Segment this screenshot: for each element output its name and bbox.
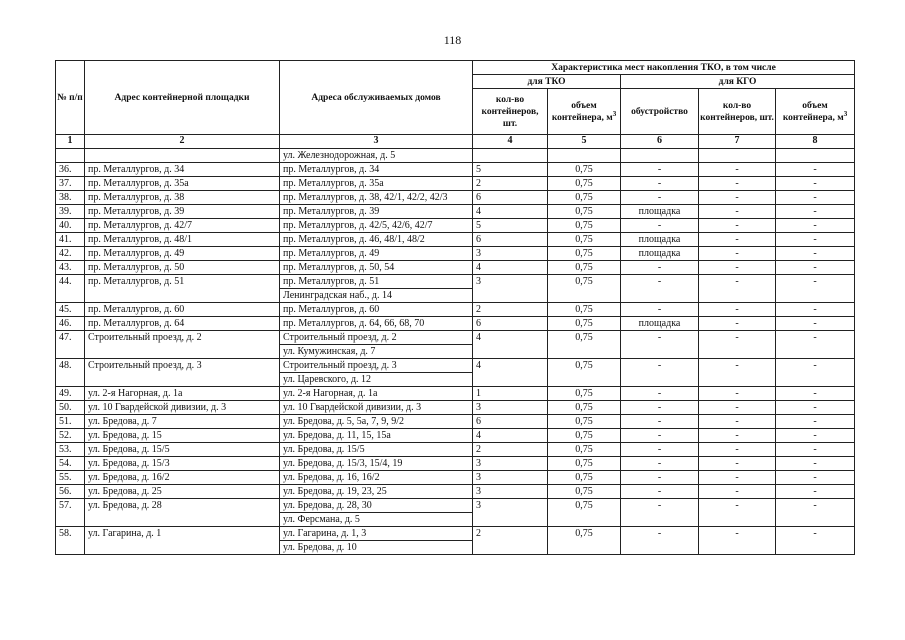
header-tko: для ТКО [473,75,621,89]
table-body [56,135,855,555]
cell-volume: 0,75 [548,527,621,555]
column-number: 5 [548,135,621,149]
cell-houses [280,415,473,429]
cell-device: - [621,429,699,443]
cell-device: площадка [621,317,699,331]
table-row [56,415,855,429]
cell-device: - [621,485,699,499]
cell-num: 52. [56,429,85,443]
header-tko-count: кол-во контейнеров, шт. [473,89,548,135]
cell-site: ул. Бредова, д. 25 [85,485,280,499]
cell-kgo-count: - [699,205,776,219]
cell-kgo-count: - [699,429,776,443]
cell-kgo-volume: - [776,317,855,331]
table-row [56,331,855,359]
cell-houses [280,163,473,177]
cell-volume: 0,75 [548,471,621,485]
cell-kgo-count: - [699,261,776,275]
cell-site: пр. Металлургов, д. 49 [85,247,280,261]
cell-site: ул. Бредова, д. 7 [85,415,280,429]
cell-kgo-count: - [699,247,776,261]
cell-device: - [621,527,699,555]
cell-volume: 0,75 [548,205,621,219]
cell-count: 4 [473,429,548,443]
cell-houses [280,233,473,247]
cell-kgo-volume: - [776,233,855,247]
cell-houses [280,317,473,331]
continuation-row [56,149,855,163]
cell-houses [280,303,473,317]
cell-kgo-count: - [699,163,776,177]
cell-device: - [621,387,699,401]
cell-device: - [621,275,699,303]
column-number: 3 [280,135,473,149]
cell-site: Строительный проезд, д. 2 [85,331,280,359]
column-numbers-row [56,135,855,149]
cell-count: 3 [473,275,548,303]
cell-kgo-volume: - [776,359,855,387]
house-address: ул. Бредова, д. 28, 30 [283,500,372,511]
cell-device: площадка [621,247,699,261]
cell-kgo-volume: - [776,499,855,527]
cell-volume: 0,75 [548,429,621,443]
cell-houses [280,205,473,219]
house-address: пр. Металлургов, д. 60 [283,304,380,315]
cell-count: 5 [473,163,548,177]
cell-num: 39. [56,205,85,219]
cell-num: 56. [56,485,85,499]
cell-kgo-volume: - [776,275,855,303]
house-address: пр. Металлургов, д. 46, 48/1, 48/2 [283,234,425,245]
cell-kgo-count: - [699,387,776,401]
cell-site: пр. Металлургов, д. 35а [85,177,280,191]
cell-kgo-volume: - [776,177,855,191]
cell-device: - [621,471,699,485]
cell-kgo-count: - [699,457,776,471]
cell-count: 4 [473,359,548,387]
house-address: ул. Бредова, д. 5, 5а, 7, 9, 9/2 [283,416,405,427]
cell-houses [280,457,473,471]
cell-kgo-count: - [699,401,776,415]
cell-kgo-volume: - [776,205,855,219]
cell-volume: 0,75 [548,219,621,233]
table-row [56,191,855,205]
house-address: ул. Бредова, д. 11, 15, 15а [283,430,391,441]
cell-site: ул. Бредова, д. 16/2 [85,471,280,485]
cell-num: 45. [56,303,85,317]
cell-kgo-volume: - [776,527,855,555]
cell-count: 3 [473,247,548,261]
cell-device: - [621,303,699,317]
cell-count: 4 [473,205,548,219]
cell-count: 1 [473,387,548,401]
cell-num: 55. [56,471,85,485]
cell-kgo-count: - [699,275,776,303]
cell-count: 5 [473,219,548,233]
cell-site: ул. Бредова, д. 28 [85,499,280,527]
cell-device: - [621,401,699,415]
cell-device: - [621,191,699,205]
header-served-houses: Адреса обслуживаемых домов [280,61,473,135]
column-number: 2 [85,135,280,149]
cell-count: 4 [473,261,548,275]
house-address: Строительный проезд, д. 2 [283,332,397,343]
cell-num: 51. [56,415,85,429]
cell-houses [280,443,473,457]
table-row [56,163,855,177]
table-row [56,401,855,415]
house-address: ул. 10 Гвардейской дивизии, д. 3 [283,402,422,413]
cell-device: - [621,163,699,177]
column-number: 8 [776,135,855,149]
cell-count: 6 [473,317,548,331]
cell-volume: 0,75 [548,247,621,261]
table-row [56,247,855,261]
cell-kgo-volume: - [776,331,855,359]
table-row [56,303,855,317]
table-row [56,317,855,331]
table-row [56,233,855,247]
cell-kgo-count: - [699,219,776,233]
cell-houses [280,401,473,415]
cell-num: 48. [56,359,85,387]
cell-volume: 0,75 [548,317,621,331]
table-row [56,471,855,485]
header-kgo-volume: объем контейнера, $м^3$ [776,89,855,135]
cell-count: 4 [473,331,548,359]
cell-num: 53. [56,443,85,457]
header-kgo-count: кол-во контейнеров, шт. [699,89,776,135]
page-number: 118 [443,33,462,47]
cell-device: - [621,331,699,359]
header-tko-volume: объем контейнера, $м^3$ [548,89,621,135]
cell-count [473,149,548,163]
cell-houses [280,177,473,191]
cell-houses [280,429,473,443]
cell-kgo-count: - [699,443,776,457]
cell-houses [280,359,473,387]
header-site-address: Адрес контейнерной площадки [85,61,280,135]
cell-kgo-count: - [699,415,776,429]
cell-kgo-count: - [699,527,776,555]
cell-site: ул. Бредова, д. 15 [85,429,280,443]
cell-count: 6 [473,191,548,205]
cell-count: 3 [473,499,548,527]
cell-device: площадка [621,233,699,247]
cell-kgo-count: - [699,233,776,247]
cell-site: Строительный проезд, д. 3 [85,359,280,387]
cell-houses [280,499,473,527]
cell-kgo-volume: - [776,191,855,205]
house-address: пр. Металлургов, д. 50, 54 [283,262,395,273]
cell-volume: 0,75 [548,443,621,457]
cell-kgo-count: - [699,471,776,485]
cell-volume: 0,75 [548,415,621,429]
house-address: ул. Бредова, д. 15/5 [283,444,365,455]
header-characteristics: Характеристика мест накопления ТКО, в том числе [473,61,855,75]
cell-kgo-count: - [699,177,776,191]
cell-num: 54. [56,457,85,471]
cell-num: 41. [56,233,85,247]
cell-num: 37. [56,177,85,191]
cell-site: ул. Гагарина, д. 1 [85,527,280,555]
cell-volume: 0,75 [548,457,621,471]
cell-houses [280,387,473,401]
cell-kgo-count: - [699,359,776,387]
cell-kgo-volume: - [776,485,855,499]
cell-houses [280,219,473,233]
cell-count: 3 [473,401,548,415]
cell-houses [280,191,473,205]
cell-volume: 0,75 [548,303,621,317]
house-address: пр. Металлургов, д. 64, 66, 68, 70 [283,318,425,329]
cell-site: пр. Металлургов, д. 51 [85,275,280,303]
house-address: Строительный проезд, д. 3 [283,360,397,371]
cell-kgo-volume: - [776,303,855,317]
cell-device: площадка [621,205,699,219]
cell-kgo-volume: - [776,247,855,261]
cell-volume: 0,75 [548,331,621,359]
cell-houses [280,247,473,261]
table-row [56,429,855,443]
cell-houses [280,527,473,555]
cell-volume: 0,75 [548,191,621,205]
cell-houses: ул. Железнодорожная, д. 5 [280,149,473,163]
cell-site [85,149,280,163]
cell-kgo-volume: - [776,219,855,233]
house-address: пр. Металлургов, д. 34 [283,164,380,175]
cell-kgo-count: - [699,317,776,331]
cell-num: 57. [56,499,85,527]
table-row [56,219,855,233]
house-address: пр. Металлургов, д. 42/5, 42/6, 42/7 [283,220,433,231]
cell-houses [280,471,473,485]
cell-site: ул. 10 Гвардейской дивизии, д. 3 [85,401,280,415]
cell-count: 3 [473,485,548,499]
container-sites-table [55,60,855,555]
cell-site: пр. Металлургов, д. 60 [85,303,280,317]
cell-kgo-volume: - [776,415,855,429]
cell-kgo-count: - [699,191,776,205]
cell-num: 58. [56,527,85,555]
header-kgo: для КГО [621,75,855,89]
house-address: пр. Металлургов, д. 35а [283,178,384,189]
cell-num: 43. [56,261,85,275]
table-row [56,177,855,191]
cell-count: 6 [473,415,548,429]
table-row [56,261,855,275]
cell-volume: 0,75 [548,275,621,303]
cell-volume: 0,75 [548,359,621,387]
house-address: Ленинградская наб., д. 14 [280,288,472,302]
cell-kgo-volume: - [776,401,855,415]
cell-houses [280,261,473,275]
cell-volume: 0,75 [548,163,621,177]
cell-volume: 0,75 [548,177,621,191]
column-number: 7 [699,135,776,149]
table-row [56,485,855,499]
cell-num: 38. [56,191,85,205]
house-address: ул. Гагарина, д. 1, 3 [283,528,367,539]
house-address: ул. Бредова, д. 15/3, 15/4, 19 [283,458,403,469]
cell-device: - [621,457,699,471]
cell-volume: 0,75 [548,499,621,527]
cell-site: ул. 2-я Нагорная, д. 1а [85,387,280,401]
cell-num: 50. [56,401,85,415]
cell-volume: 0,75 [548,261,621,275]
column-number: 4 [473,135,548,149]
column-number: 6 [621,135,699,149]
cell-count: 2 [473,527,548,555]
cell-num: 42. [56,247,85,261]
table-row [56,499,855,527]
cell-device: - [621,177,699,191]
house-address: ул. Бредова, д. 16, 16/2 [283,472,380,483]
cell-volume: 0,75 [548,401,621,415]
cell-device: - [621,499,699,527]
table-row [56,387,855,401]
house-address: ул. Царевского, д. 12 [280,372,472,386]
house-address: пр. Металлургов, д. 39 [283,206,380,217]
house-address: пр. Металлургов, д. 38, 42/1, 42/2, 42/3 [283,192,448,203]
cell-kgo-volume: - [776,457,855,471]
column-number: 1 [56,135,85,149]
cell-kgo-volume: - [776,261,855,275]
cell-count: 2 [473,303,548,317]
cell-num [56,149,85,163]
house-address: ул. Бредова, д. 10 [280,540,472,554]
cell-volume: 0,75 [548,233,621,247]
cell-device: - [621,219,699,233]
cell-volume: 0,75 [548,485,621,499]
cell-kgo-count: - [699,303,776,317]
house-address: ул. 2-я Нагорная, д. 1а [283,388,378,399]
cell-kgo-volume: - [776,387,855,401]
cell-num: 44. [56,275,85,303]
cell-site: пр. Металлургов, д. 50 [85,261,280,275]
cell-device [621,149,699,163]
table-row [56,205,855,219]
table-row [56,275,855,303]
cell-kgo-volume [776,149,855,163]
cell-count: 2 [473,443,548,457]
cell-device: - [621,359,699,387]
cell-site: пр. Металлургов, д. 48/1 [85,233,280,247]
header-num: № п/п [56,61,85,135]
cell-site: пр. Металлургов, д. 38 [85,191,280,205]
cell-num: 36. [56,163,85,177]
table-row [56,457,855,471]
cell-houses [280,485,473,499]
header-kgo-device: обустройство [621,89,699,135]
cell-device: - [621,261,699,275]
house-address: ул. Ферсмана, д. 5 [280,512,472,526]
cell-site: ул. Бредова, д. 15/5 [85,443,280,457]
cell-kgo-count: - [699,485,776,499]
house-address: пр. Металлургов, д. 51 [283,276,380,287]
cell-count: 6 [473,233,548,247]
cell-kgo-volume: - [776,429,855,443]
house-address: ул. Бредова, д. 19, 23, 25 [283,486,387,497]
cell-site: пр. Металлургов, д. 39 [85,205,280,219]
cell-num: 49. [56,387,85,401]
cell-site: пр. Металлургов, д. 42/7 [85,219,280,233]
house-address: ул. Кумужинская, д. 7 [280,344,472,358]
cell-device: - [621,443,699,457]
cell-kgo-count [699,149,776,163]
cell-site: ул. Бредова, д. 15/3 [85,457,280,471]
cell-volume: 0,75 [548,387,621,401]
cell-kgo-count: - [699,331,776,359]
cell-count: 2 [473,177,548,191]
cell-houses [280,331,473,359]
cell-count: 3 [473,471,548,485]
cell-device: - [621,415,699,429]
cell-count: 3 [473,457,548,471]
cell-kgo-volume: - [776,471,855,485]
cell-kgo-volume: - [776,163,855,177]
cell-volume [548,149,621,163]
cell-site: пр. Металлургов, д. 64 [85,317,280,331]
cell-kgo-count: - [699,499,776,527]
table-header [56,61,855,135]
cell-site: пр. Металлургов, д. 34 [85,163,280,177]
house-address: пр. Металлургов, д. 49 [283,248,380,259]
table-row [56,359,855,387]
cell-num: 47. [56,331,85,359]
table-row [56,443,855,457]
cell-num: 40. [56,219,85,233]
cell-kgo-volume: - [776,443,855,457]
cell-houses [280,275,473,303]
cell-num: 46. [56,317,85,331]
table-row [56,527,855,555]
